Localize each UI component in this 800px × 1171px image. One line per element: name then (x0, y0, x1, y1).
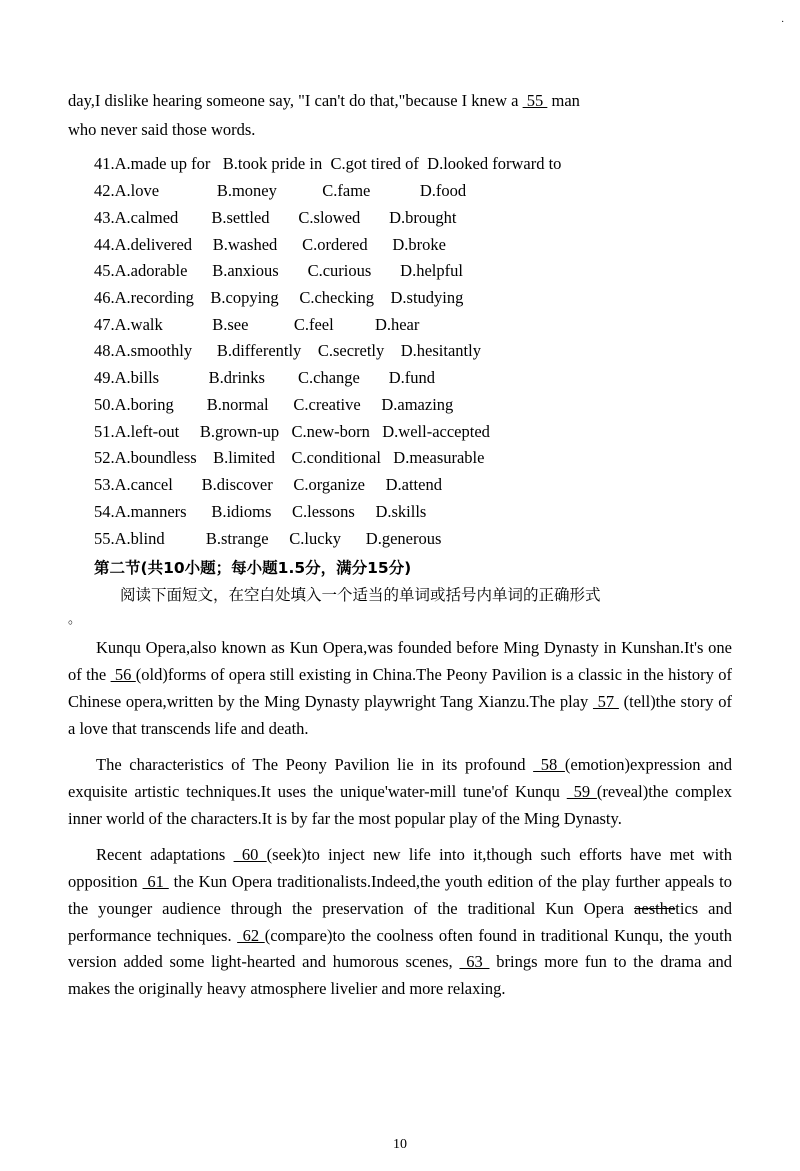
passage-paragraph-3 (68, 842, 732, 1002)
option-row (68, 392, 732, 419)
passage-paragraph-1 (68, 635, 732, 742)
option-b: B.strange (205, 528, 269, 548)
option-row (68, 178, 732, 205)
section-two-heading: 第二节(共10小题；每小题1.5分，满分15分) (94, 559, 412, 578)
passage-text: (compare)to the coolness often found in traditional Kunqu, the youth version added some light-hearted and humorous scenes, (68, 925, 732, 972)
section-two-instruction: 阅读下面短文，在空白处填入一个适当的单词或括号内单词的正确形式 (120, 586, 601, 605)
option-row (68, 232, 732, 259)
option-c: C.organize (293, 475, 365, 495)
cloze-options-list (68, 151, 732, 552)
passage-text: brings more fun to the drama and makes the originally heavy atmosphere livelier and more relaxing. (68, 952, 733, 999)
option-c: C.slowed (298, 207, 361, 227)
option-d: D.amazing (381, 394, 454, 414)
passage-text: tics and performance techniques. (68, 898, 732, 945)
option-row (68, 365, 732, 392)
option-row (68, 205, 732, 232)
option-b: B.limited (213, 448, 276, 468)
blank-61: 61 (142, 872, 169, 892)
option-row (68, 445, 732, 472)
option-c: C.lucky (289, 528, 342, 548)
option-d: D.well-accepted (382, 421, 490, 441)
option-a: A.bills (114, 368, 160, 388)
option-a: A.cancel (114, 475, 173, 495)
option-row (68, 526, 732, 553)
option-number: 54. (94, 501, 115, 521)
option-c: C.fame (322, 181, 371, 201)
option-c: C.conditional (291, 448, 381, 468)
passage-text: Kunqu Opera,also known as Kun Opera,was founded before Ming Dynasty in Kunshan.It's one of the (68, 638, 732, 685)
option-a: A.made up for (114, 154, 211, 174)
option-a: A.calmed (114, 207, 179, 227)
option-a: A.adorable (114, 261, 188, 281)
option-d: D.food (419, 181, 467, 201)
option-c: C.new-born (291, 421, 370, 441)
option-a: A.boring (114, 394, 174, 414)
option-b: B.see (212, 314, 249, 334)
blank-59: 59 (566, 782, 597, 801)
option-d: D.broke (392, 234, 446, 254)
option-row (68, 285, 732, 312)
option-b: B.took pride in (222, 154, 323, 174)
passage-text: (seek)to inject new life into it,though such efforts have met with opposition (68, 845, 732, 892)
option-number: 47. (94, 314, 115, 334)
blank-60: 60 (233, 845, 267, 865)
option-row (68, 258, 732, 285)
option-number: 48. (94, 341, 115, 361)
cloze-passage-tail (68, 88, 732, 143)
option-b: B.differently (216, 341, 302, 361)
passage-text: (emotion)expression and exquisite artistic techniques.It uses the unique'water-mill tune'of Kunqu (68, 755, 732, 801)
option-a: A.walk (114, 314, 163, 334)
passage-text: the Kun Opera traditionalists.Indeed,the youth edition of the play further appeals to the younger audience through the preservation of the traditional Kun Opera (68, 872, 732, 918)
option-b: B.anxious (212, 261, 279, 281)
option-c: C.secretly (317, 341, 385, 361)
option-c: C.got tired of (330, 154, 419, 174)
option-row (68, 472, 732, 499)
corner-mark: . (781, 13, 784, 25)
blank-63: 63 (459, 952, 490, 972)
option-b: B.normal (206, 394, 269, 414)
option-row (68, 419, 732, 446)
blank-56: 56 (110, 665, 136, 685)
blank-62: 62 (237, 925, 265, 945)
option-a: A.left-out (114, 421, 180, 441)
option-b: B.idioms (211, 501, 272, 521)
option-d: D.hear (374, 314, 420, 334)
option-number: 50. (94, 394, 115, 414)
option-d: D.brought (389, 207, 457, 227)
option-c: C.feel (293, 314, 334, 334)
option-number: 53. (94, 475, 115, 495)
option-c: C.curious (307, 261, 372, 281)
option-d: D.fund (388, 368, 436, 388)
option-d: D.measurable (393, 448, 485, 468)
option-b: B.money (216, 181, 277, 201)
option-b: B.drinks (208, 368, 265, 388)
option-number: 51. (94, 421, 115, 441)
option-number: 41. (94, 154, 115, 174)
option-number: 49. (94, 368, 115, 388)
option-c: C.lessons (292, 501, 355, 521)
option-d: D.studying (390, 288, 464, 308)
struck-text: aesthe (634, 898, 676, 918)
page-number: 10 (393, 1137, 407, 1152)
option-number: 46. (94, 288, 115, 308)
option-number: 42. (94, 181, 115, 201)
option-b: B.discover (201, 475, 273, 495)
option-b: B.copying (210, 288, 279, 308)
option-b: B.settled (211, 207, 270, 227)
option-row (68, 338, 732, 365)
cloze-tail-line-1 (68, 88, 732, 115)
option-d: D.hesitantly (400, 341, 481, 361)
option-a: A.manners (114, 501, 187, 521)
option-number: 52. (94, 448, 115, 468)
option-d: D.skills (375, 501, 427, 521)
option-c: C.checking (299, 288, 374, 308)
option-c: C.creative (293, 394, 361, 414)
option-a: A.blind (114, 528, 165, 548)
blank-57: 57 (592, 691, 619, 711)
cloze-tail-text-1-end: man (547, 91, 580, 110)
option-a: A.smoothly (114, 341, 193, 361)
option-row (68, 499, 732, 526)
blank-58: 58 (533, 755, 565, 775)
passage-paragraph-2 (68, 752, 732, 832)
blank-55: 55 (522, 91, 548, 110)
option-d: D.looked forward to (427, 154, 562, 174)
option-d: D.attend (385, 475, 442, 495)
section-two-instruction-tail: 。 (68, 611, 82, 627)
option-a: A.love (114, 181, 160, 201)
option-c: C.ordered (302, 234, 368, 254)
passage-text: (reveal)the complex inner world of the characters.It is by far the most popular play of the Ming Dynasty. (68, 782, 732, 828)
option-b: B.grown-up (199, 421, 280, 441)
passage-text: (old)forms of opera still existing in China.The Peony Pavilion is a classic in the history of Chinese opera,written by the Ming Dynasty playwright Tang Xianzu.The play (68, 665, 733, 711)
option-b: B.washed (212, 234, 278, 254)
option-number: 44. (94, 234, 115, 254)
cloze-tail-line-2: who never said those words. (68, 119, 256, 139)
option-row (68, 151, 732, 178)
option-c: C.change (297, 368, 360, 388)
passage-text: Recent adaptations (96, 845, 234, 865)
option-d: D.helpful (400, 261, 463, 281)
cloze-tail-text-1: day,I dislike hearing someone say, "I can't do that,"because I knew a (68, 91, 523, 110)
option-number: 43. (94, 207, 115, 227)
passage-text: (tell)the story of a love that transcends life and death. (68, 691, 733, 738)
option-d: D.generous (365, 528, 442, 548)
option-number: 55. (94, 528, 115, 548)
option-a: A.delivered (114, 234, 193, 254)
option-row (68, 312, 732, 339)
passage-text: The characteristics of The Peony Pavilion lie in its profound (96, 755, 534, 775)
option-a: A.boundless (114, 448, 197, 468)
option-number: 45. (94, 261, 115, 281)
option-a: A.recording (114, 288, 194, 308)
